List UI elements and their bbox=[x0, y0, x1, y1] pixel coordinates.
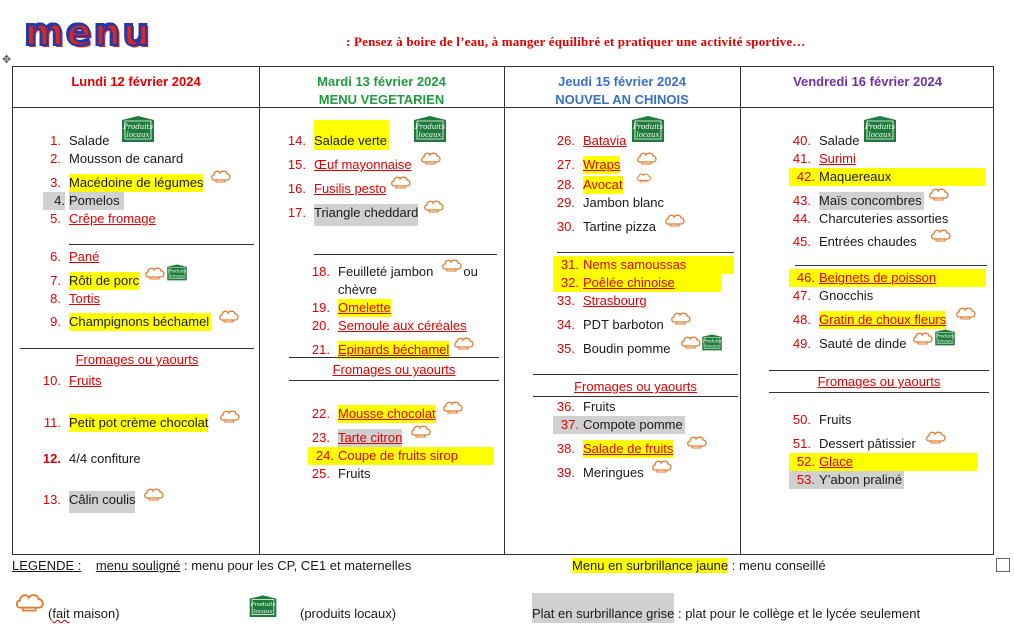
produits-locaux-icon bbox=[248, 595, 278, 619]
menu-title: menu bbox=[24, 10, 152, 54]
fait-maison-icon bbox=[210, 169, 232, 183]
list-item: 31. Nems samoussas bbox=[583, 256, 734, 274]
list-item: 14. Salade verte bbox=[314, 132, 389, 150]
produits-locaux-icon bbox=[120, 116, 156, 144]
table-move-handle-icon[interactable]: ✥ bbox=[2, 54, 12, 66]
list-item: 37. Compote pomme bbox=[583, 416, 685, 434]
produits-locaux-icon bbox=[934, 329, 956, 347]
list-item: 53. Y’abon praliné bbox=[819, 471, 904, 489]
produits-locaux-icon bbox=[701, 334, 723, 352]
list-item: 3. Macédoine de légumes bbox=[50, 175, 204, 190]
fait-maison-icon bbox=[680, 335, 702, 349]
legend-produits-locaux: (produits locaux) bbox=[300, 606, 397, 621]
fait-maison-icon bbox=[442, 400, 464, 414]
legend-grey: Plat en surbrillance grise : plat pour le collège et le lycée seulement bbox=[532, 605, 920, 623]
list-item: 25. Fruits bbox=[311, 466, 371, 481]
list-item: 46. Beignets de poisson bbox=[819, 269, 986, 287]
list-item: 29. Jambon blanc bbox=[556, 195, 664, 210]
produits-locaux-icon bbox=[166, 264, 188, 282]
list-item: 9. Champignons béchamel bbox=[50, 314, 210, 329]
header-vendredi: Vendredi 16 février 2024 bbox=[793, 74, 942, 89]
legend-fait-maison: (fait maison) bbox=[48, 606, 120, 621]
fait-maison-icon bbox=[925, 430, 947, 444]
fait-maison-icon bbox=[143, 487, 165, 501]
fait-maison-icon bbox=[390, 175, 412, 189]
list-item: 19. Omelette bbox=[311, 300, 391, 315]
fromages-label: Fromages ou yaourts bbox=[75, 352, 199, 367]
list-item: 7. Rôti de porc bbox=[50, 273, 140, 288]
list-item: 6. Pané bbox=[50, 249, 100, 264]
header-mardi: Mardi 13 février 2024 MENU VEGETARIEN bbox=[317, 74, 446, 107]
list-item: 12. 4/4 confiture bbox=[42, 451, 141, 466]
fait-maison-icon bbox=[453, 336, 475, 350]
produits-locaux-icon bbox=[412, 116, 448, 144]
list-item: 48. Gratin de choux fleurs bbox=[792, 312, 947, 327]
fait-maison-icon bbox=[441, 258, 463, 272]
list-item: 44. Charcuteries assorties bbox=[792, 211, 949, 226]
list-item: 10. Fruits bbox=[42, 373, 102, 388]
list-item: 52. Glace bbox=[819, 453, 977, 471]
list-item: 13. Câlin coulis bbox=[69, 491, 135, 509]
list-item: 4. Pomelos bbox=[69, 192, 124, 210]
list-item: 32. Poêlée chinoise bbox=[583, 274, 721, 292]
fait-maison-icon bbox=[420, 151, 442, 165]
fait-maison-icon bbox=[686, 435, 708, 449]
list-item: 26. Batavia bbox=[556, 133, 627, 148]
list-item: 8. Tortis bbox=[50, 291, 101, 306]
produits-locaux-icon bbox=[630, 116, 666, 144]
list-item: 17. Triangle cheddard bbox=[314, 204, 418, 222]
fait-maison-icon bbox=[14, 592, 46, 612]
fait-maison-icon bbox=[930, 228, 952, 242]
fait-maison-icon bbox=[423, 199, 445, 213]
fait-maison-icon bbox=[651, 459, 673, 473]
fait-maison-icon bbox=[955, 306, 977, 320]
list-item: 39. Meringues bbox=[556, 465, 644, 480]
list-item: 38. Salade de fruits bbox=[556, 441, 674, 456]
list-item: 33. Strasbourg bbox=[556, 293, 647, 308]
list-item: 40. Salade bbox=[792, 133, 860, 148]
fait-maison-icon bbox=[664, 213, 686, 227]
fait-maison-icon bbox=[912, 331, 934, 345]
list-item: 15. Œuf mayonnaise bbox=[287, 157, 412, 172]
list-item: 49. Sauté de dinde bbox=[792, 336, 907, 351]
list-item: 50. Fruits bbox=[792, 412, 852, 427]
fromages-label: Fromages ou yaourts bbox=[574, 379, 697, 394]
list-item: 36. Fruits bbox=[556, 399, 616, 414]
fromages-label: Fromages ou yaourts bbox=[817, 374, 941, 389]
list-item: 24. Coupe de fruits sirop bbox=[338, 447, 494, 465]
list-item: 5. Crêpe fromage bbox=[50, 211, 156, 226]
list-item: 16. Fusilis pesto bbox=[287, 181, 387, 196]
list-item: 43. Maïs concombres bbox=[792, 193, 922, 208]
list-item: 41. Surimi bbox=[792, 151, 856, 166]
fait-maison-icon bbox=[218, 309, 240, 323]
list-item: 45. Entrées chaudes bbox=[792, 234, 917, 249]
fait-maison-icon bbox=[928, 187, 950, 201]
list-item: chèvre bbox=[338, 282, 378, 297]
header-lundi: Lundi 12 février 2024 bbox=[71, 74, 201, 89]
list-item: 2. Mousson de canard bbox=[50, 151, 184, 166]
list-item: 20. Semoule aux céréales bbox=[311, 318, 467, 333]
list-item: 34. PDT barboton bbox=[556, 317, 664, 332]
fait-maison-icon bbox=[144, 266, 166, 280]
header-jeudi: Jeudi 15 février 2024 NOUVEL AN CHINOIS bbox=[555, 74, 689, 107]
produits-locaux-icon bbox=[862, 116, 898, 144]
list-item: 28. Avocat bbox=[556, 177, 623, 192]
legend-checkbox[interactable] bbox=[996, 558, 1010, 572]
list-item: 11. Petit pot crème chocolat bbox=[43, 415, 209, 430]
fromages-label: Fromages ou yaourts bbox=[332, 362, 456, 377]
list-item: 51. Dessert pâtissier bbox=[792, 436, 916, 451]
list-item: 21. Epinards béchamel bbox=[311, 342, 450, 357]
fait-maison-icon bbox=[636, 151, 658, 165]
list-item: 42. Maquereaux bbox=[819, 168, 985, 186]
legend-underlined: LEGENDE : menu souligné : menu pour les CP, CE1 et maternelles bbox=[12, 558, 412, 573]
fait-maison-icon bbox=[636, 172, 652, 183]
list-item: 47. Gnocchis bbox=[792, 288, 874, 303]
list-item: 30. Tartine pizza bbox=[556, 219, 656, 234]
list-item: 27. Wraps bbox=[556, 157, 621, 172]
fait-maison-icon bbox=[410, 424, 432, 438]
fait-maison-icon bbox=[219, 409, 241, 423]
list-item: 18. Feuilleté jambon ou bbox=[311, 264, 478, 279]
list-item: 35. Boudin pomme bbox=[556, 341, 671, 356]
list-item: 22. Mousse chocolat bbox=[311, 406, 436, 421]
fait-maison-icon bbox=[670, 311, 692, 325]
slogan-text: : Pensez à boire de l’eau, à manger équilibré et pratiquer une activité sportive… bbox=[346, 34, 806, 49]
list-item: 23. Tarte citron bbox=[311, 430, 403, 445]
legend-yellow: Menu en surbrillance jaune : menu conseillé bbox=[572, 558, 826, 573]
list-item: 1. Salade bbox=[50, 133, 110, 148]
